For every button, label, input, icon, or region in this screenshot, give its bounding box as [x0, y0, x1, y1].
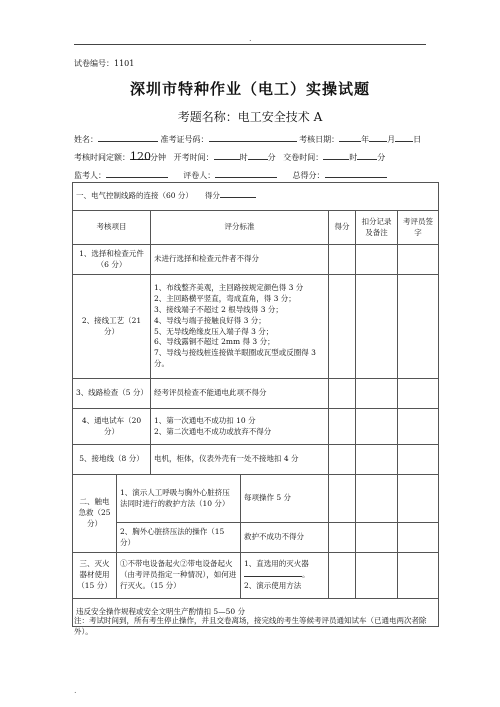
sub-item-cell: ①不带电设备起火②带电设备起火（由考评员指定一种情况），如何进行灭火。（15 分）	[117, 553, 241, 599]
section1-score-field[interactable]	[220, 197, 256, 198]
score-table	[72, 182, 439, 627]
section1-title: 一、电气控制线路的连接（60 分）	[76, 191, 193, 201]
section1-score-label: 得分	[204, 191, 220, 201]
signer-cell[interactable]	[398, 275, 439, 379]
score-cell[interactable]	[329, 379, 356, 409]
proctor-label: 监考人：	[74, 171, 106, 180]
month-label: 月	[387, 135, 396, 144]
criteria-line: 6、导线露铜不超过 2mm 得 3 分；	[154, 337, 275, 347]
signer-cell[interactable]	[398, 245, 439, 275]
submit-time-label: 交卷时间：	[283, 153, 324, 162]
criteria-line: 2、演示使用方法	[244, 580, 302, 590]
info-row-name	[74, 132, 430, 145]
criteria-cell: 未进行选择和检查元件者不得分	[151, 245, 329, 275]
submit-hour-label: 时	[349, 153, 358, 162]
year-field[interactable]	[339, 132, 361, 142]
month-field[interactable]	[369, 132, 387, 142]
total-label: 总得分：	[292, 171, 325, 180]
section1-header-row	[73, 183, 439, 211]
day-label: 日	[413, 135, 422, 144]
start-minute-field[interactable]	[248, 150, 268, 160]
name-field[interactable]	[98, 132, 158, 142]
submit-minute-field[interactable]	[357, 150, 377, 160]
col-criteria-header: 评分标准	[151, 211, 329, 245]
signer-cell[interactable]	[398, 445, 439, 475]
bottom-dot: .	[74, 686, 77, 695]
time-limit-value: 120	[130, 150, 151, 163]
criteria-line: 4、导线与端子接触良好得 3 分；	[154, 315, 266, 325]
item-cell: 二、触电急救（25 分）	[73, 475, 117, 553]
start-minute-label: 分	[267, 153, 276, 162]
criteria-line: 7、导线与接线桩连接做羊眼圈或瓦型或反圈得 3 分。	[154, 348, 316, 369]
year-label: 年	[361, 135, 370, 144]
sub-item-cell: 1、演示人工呼吸与胸外心脏挤压法同时进行的救护方法（10 分）	[117, 475, 241, 523]
col-deduct-header: 扣分记录及备注	[356, 211, 398, 245]
violation-cell: 违反安全操作规程或安全文明生产酌情扣 5—50 分	[73, 599, 439, 627]
col-item-header: 考核项目	[73, 211, 151, 245]
sub-item-cell: 2、胸外心脏挤压法的操作（15 分）	[117, 523, 241, 553]
item-cell: 5、接地线（8 分）	[73, 445, 151, 475]
deduct-cell[interactable]	[356, 553, 398, 599]
grader-field[interactable]	[215, 168, 277, 178]
criteria-period: 。	[302, 570, 310, 580]
criteria-cell: 电机，柜体，仪表外壳有一处不接地扣 4 分	[151, 445, 329, 475]
exam-subject: 考题名称：电工安全技术 A	[177, 110, 323, 124]
ticket-field[interactable]	[209, 132, 297, 142]
criteria-line: 1、直选用的灭火器	[244, 559, 309, 569]
start-time-label: 开考时间：	[173, 153, 214, 162]
name-label: 姓名：	[74, 135, 98, 144]
signer-cell[interactable]	[398, 523, 439, 553]
criteria-cell: 每项操作 5 分	[241, 475, 329, 523]
paper-number: 试卷编号：1101	[74, 59, 135, 68]
criteria-line: 1、第一次通电不成功扣 10 分	[154, 415, 256, 425]
criteria-line: 3、接线端子不超过 2 根导线得 3 分；	[154, 304, 283, 314]
item-cell: 3、线路检查（5 分）	[73, 379, 151, 409]
grader-label: 评卷人：	[183, 171, 216, 180]
criteria-cell: 经考评员检查不能通电此项不得分	[151, 379, 329, 409]
table-row	[73, 475, 439, 523]
criteria-cell	[151, 275, 329, 379]
table-row	[73, 409, 439, 445]
table-row	[73, 379, 439, 409]
criteria-line: 1、布线整齐美观，主回路按规定颜色得 3 分	[154, 283, 304, 292]
criteria-cell: 救护不成功不得分	[241, 523, 329, 553]
score-cell[interactable]	[329, 553, 356, 599]
column-header-row	[73, 211, 439, 245]
signer-cell[interactable]	[398, 379, 439, 409]
deduct-cell[interactable]	[356, 275, 398, 379]
footer-note: 注：考试时间到，所有考生停止操作，并且交卷离场，接完线的考生等候考评员通知试车（已通电两次者除外）。	[74, 616, 427, 637]
item-cell: 2、接线工艺（21 分）	[73, 275, 151, 379]
criteria-line: 2、主回路横平竖直，弯成直角，得 3 分；	[154, 293, 296, 303]
deduct-cell[interactable]	[356, 523, 398, 553]
criteria-line: 2、第二次通电不成功或放弃不得分	[154, 426, 272, 436]
signer-cell[interactable]	[398, 475, 439, 523]
col-score-header: 得分	[329, 211, 356, 245]
item-cell: 三、灭火器材使用（15 分）	[73, 553, 117, 599]
table-row	[73, 445, 439, 475]
start-hour-field[interactable]	[214, 150, 240, 160]
score-cell[interactable]	[329, 475, 356, 523]
submit-minute-label: 分	[377, 153, 386, 162]
table-row	[73, 275, 439, 379]
time-limit-label: 考核时间定额：	[74, 153, 130, 162]
deduct-cell[interactable]	[356, 245, 398, 275]
deduct-cell[interactable]	[356, 379, 398, 409]
deduct-cell[interactable]	[356, 409, 398, 445]
day-field[interactable]	[395, 132, 413, 142]
info-row-staff	[74, 168, 430, 181]
table-row	[73, 523, 439, 553]
criteria-line: 5、无导线绝缘皮压入端子得 3 分；	[154, 326, 274, 336]
signer-cell[interactable]	[398, 553, 439, 599]
section1-header-cell	[73, 183, 439, 211]
table-row	[73, 245, 439, 275]
score-cell[interactable]	[329, 275, 356, 379]
score-cell[interactable]	[329, 523, 356, 553]
deduct-cell[interactable]	[356, 475, 398, 523]
total-field[interactable]	[325, 168, 387, 178]
item-cell: 1、选择和检查元件（6 分）	[73, 245, 151, 275]
deduct-cell[interactable]	[356, 445, 398, 475]
table-row	[73, 553, 439, 599]
item-cell: 4、通电试车（20 分）	[73, 409, 151, 445]
criteria-cell	[241, 553, 329, 599]
signer-cell[interactable]	[398, 409, 439, 445]
score-cell[interactable]	[329, 245, 356, 275]
extinguisher-type-field[interactable]	[244, 576, 302, 577]
criteria-cell	[151, 409, 329, 445]
page-title: 深圳市特种作业（电工）实操试题	[129, 80, 370, 98]
col-signer-header: 考评员签字	[398, 211, 439, 245]
proctor-field[interactable]	[106, 168, 168, 178]
score-cell[interactable]	[329, 409, 356, 445]
submit-hour-field[interactable]	[323, 150, 349, 160]
criteria-line	[244, 570, 325, 581]
minutes-label: 分钟	[150, 153, 166, 162]
info-row-time	[74, 150, 430, 163]
start-hour-label: 时	[239, 153, 248, 162]
score-cell[interactable]	[329, 445, 356, 475]
top-dot: .	[249, 34, 252, 43]
ticket-label: 准考证号码：	[160, 135, 209, 144]
header-rule	[74, 44, 426, 45]
exam-date-label: 考核日期：	[299, 135, 340, 144]
